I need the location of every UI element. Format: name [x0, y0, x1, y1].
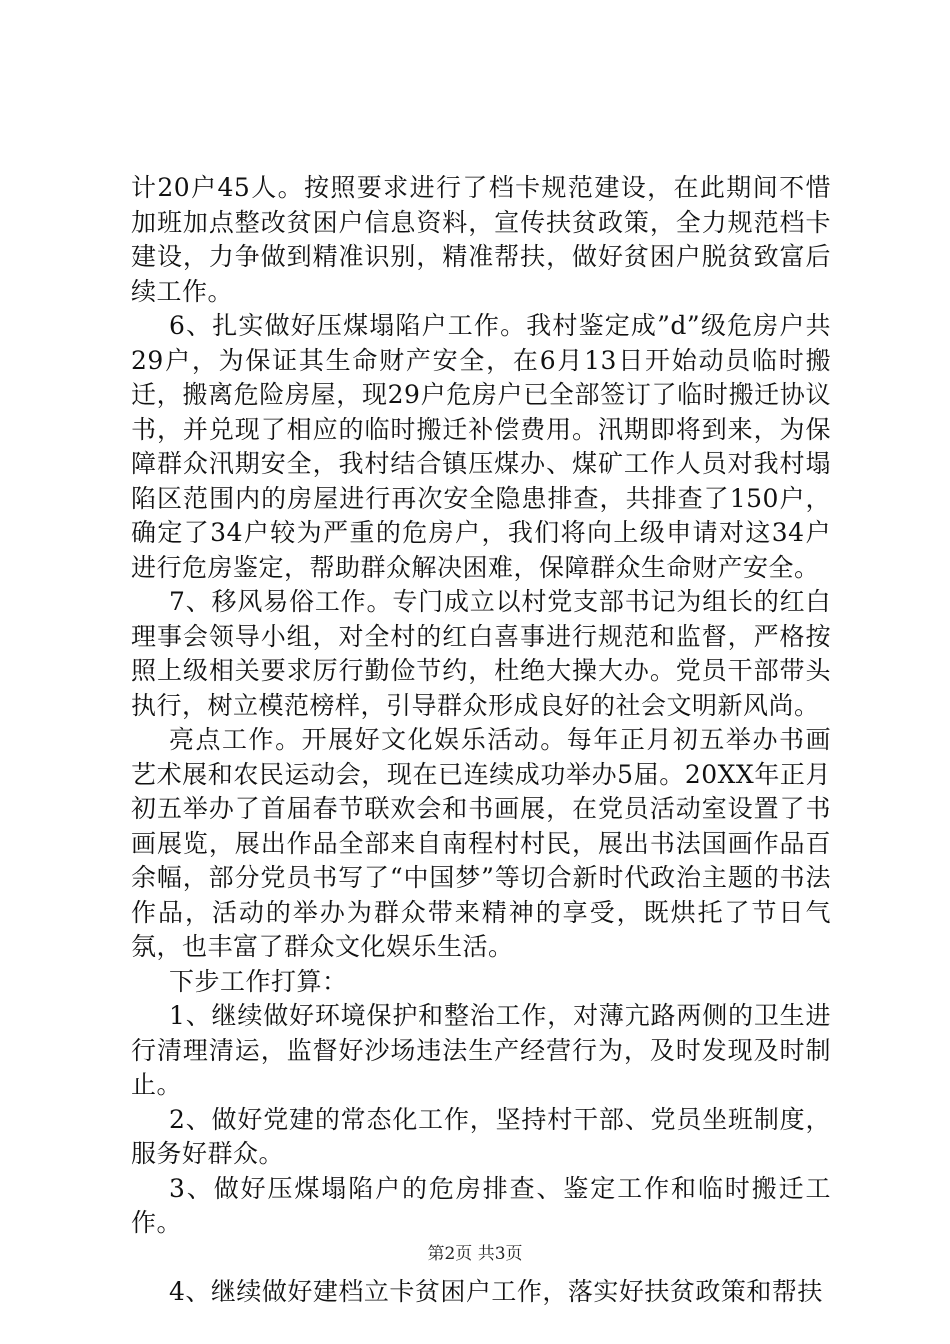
paragraph-next-steps-heading: 下步工作打算： — [169, 966, 348, 996]
paragraph-next-step-2: 2、做好党建的常态化工作，坚持村干部、党员坐班制度，服务好群众。 — [131, 1104, 831, 1168]
paragraph-highlight-work: 亮点工作。开展好文化娱乐活动。每年正月初五举办书画艺术展和农民运动会，现在已连续成功举办5届。20XX年正月初五举办了首届春节联欢会和书画展，在党员活动室设置了书画展览，展出作品全部来自南程村村民，展出书法国画作品百余幅，部分党员书写了“中国梦”等切合新时代政治主题的书法作品，活动的举办为群众带来精神的享受，既烘托了节日气氛，也丰富了群众文化娱乐生活。 — [131, 725, 831, 961]
paragraph-poverty-records: 计20户45人。按照要求进行了档卡规范建设，在此期间不惜加班加点整改贫困户信息资料，宣传扶贫政策，全力规范档卡建设，力争做到精准识别，精准帮扶，做好贫困户脱贫致富后续工作。 — [131, 173, 831, 306]
paragraph-next-step-1: 1、继续做好环境保护和整治工作，对薄亢路两侧的卫生进行清理清运，监督好沙场违法生产经营行为，及时发现及时制止。 — [131, 1001, 831, 1099]
page-number-footer: 第2页 共3页 — [427, 1244, 523, 1264]
paragraph-next-step-4: 4、继续做好建档立卡贫困户工作，落实好扶贫政策和帮扶 — [169, 1276, 823, 1306]
paragraph-item-7-customs: 7、移风易俗工作。专门成立以村党支部书记为组长的红白理事会领导小组，对全村的红白喜事进行规范和监督，严格按照上级相关要求厉行勤俭节约，杜绝大操大办。党员干部带头执行，树立模范榜样，引导群众形成良好的社会文明新风尚。 — [131, 587, 831, 720]
paragraph-item-6-subsidence: 6、扎实做好压煤塌陷户工作。我村鉴定成”d”级危房户共29户，为保证其生命财产安全，在6月13日开始动员临时搬迁，搬离危险房屋，现29户危房户已全部签订了临时搬迁协议书，并兑现了相应的临时搬迁补偿费用。汛期即将到来，为保障群众汛期安全，我村结合镇压煤办、煤矿工作人员对我村塌陷区范围内的房屋进行再次安全隐患排查，共排查了150户，确定了34户较为严重的危房户，我们将向上级申请对这34户进行危房鉴定，帮助群众解决困难，保障群众生命财产安全。 — [131, 311, 831, 582]
document-body — [131, 171, 831, 1309]
paragraph-next-step-3: 3、做好压煤塌陷户的危房排查、鉴定工作和临时搬迁工作。 — [131, 1173, 831, 1237]
